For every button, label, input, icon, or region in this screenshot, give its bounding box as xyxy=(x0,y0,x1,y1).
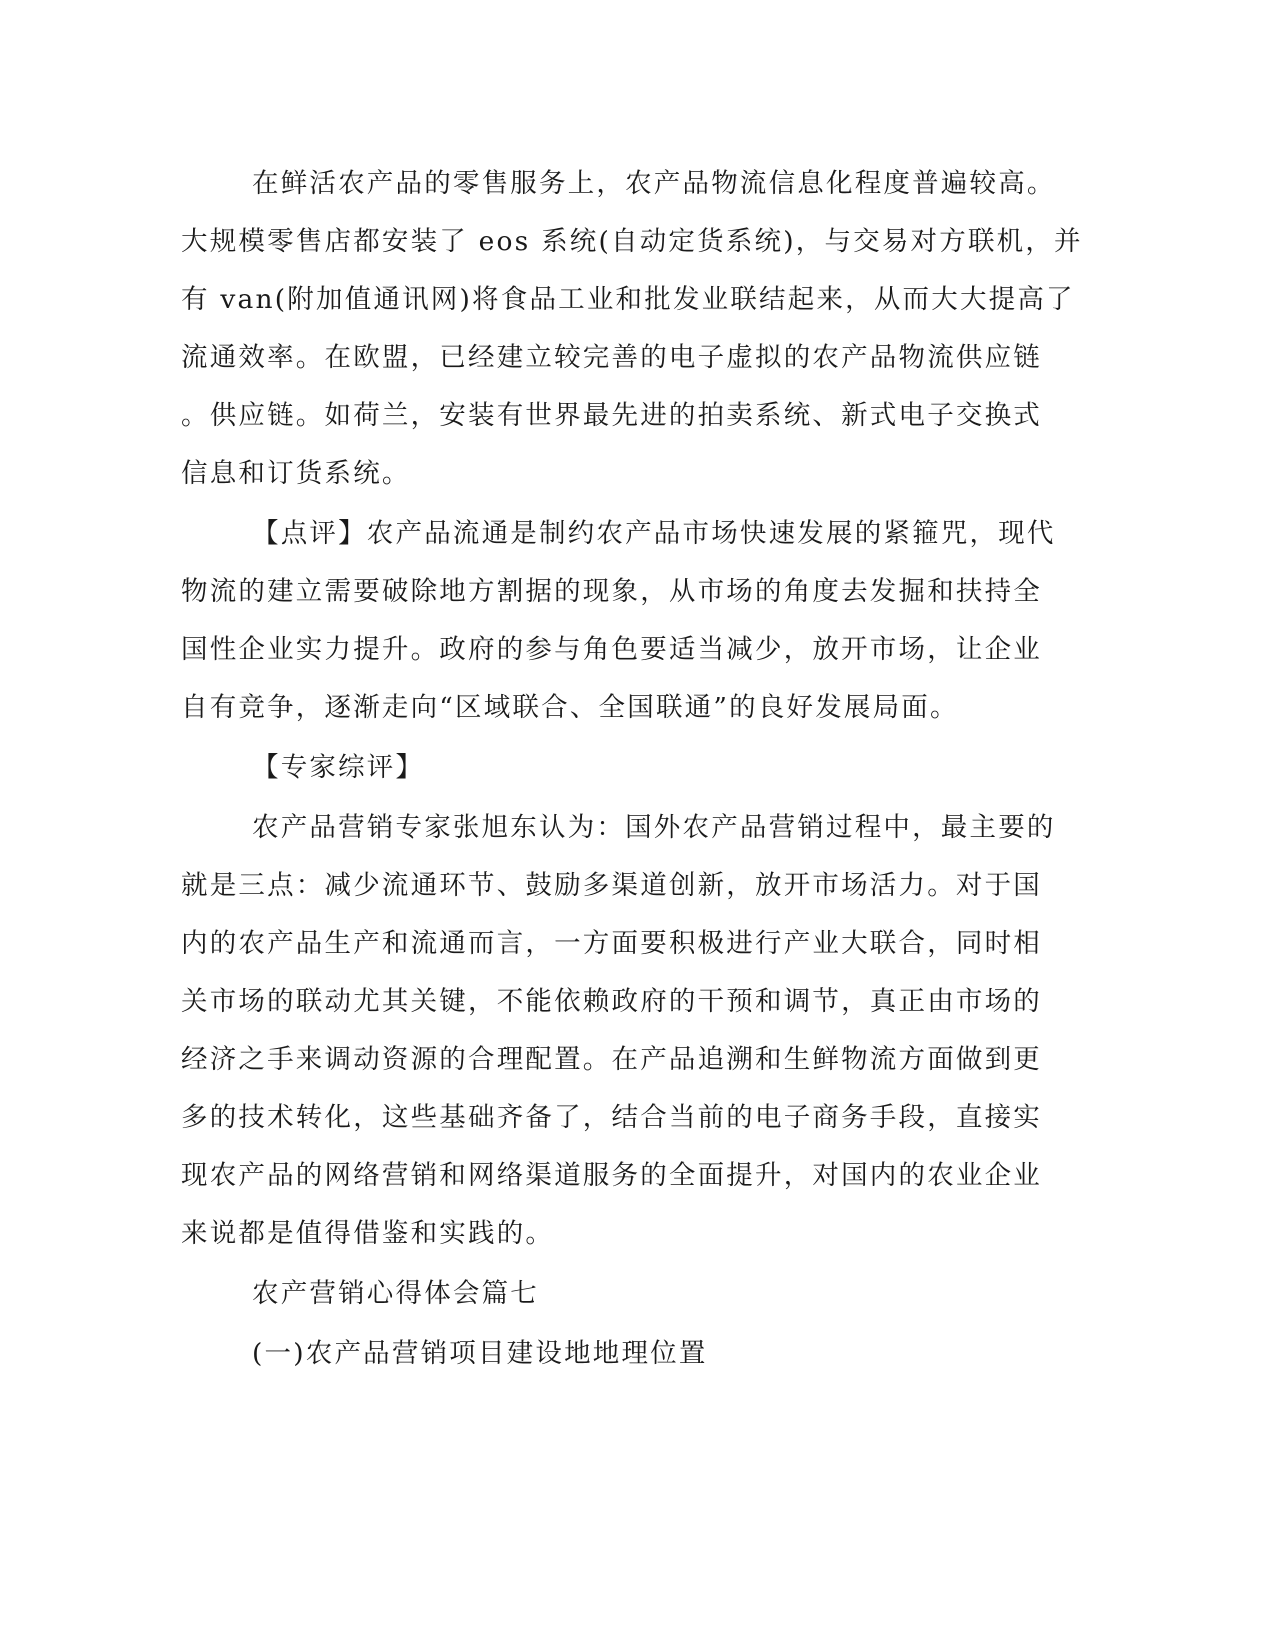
paragraph-retail-line-6: 信息和订货系统。 xyxy=(181,458,411,489)
paragraph-retail-line-2: 大规模零售店都安装了 eos 系统(自动定货系统)，与交易对方联机，并 xyxy=(181,226,1083,257)
section-title: 农产营销心得体会篇七 xyxy=(252,1278,539,1309)
paragraph-expert-line-1: 农产品营销专家张旭东认为：国外农产品营销过程中，最主要的 xyxy=(252,812,1056,843)
paragraph-expert-line-2: 就是三点：减少流通环节、鼓励多渠道创新，放开市场活力。对于国 xyxy=(181,870,1042,901)
paragraph-retail-line-5: 。供应链。如荷兰，安装有世界最先进的拍卖系统、新式电子交换式 xyxy=(181,400,1042,431)
paragraph-expert-line-6: 多的技术转化，这些基础齐备了，结合当前的电子商务手段，直接实 xyxy=(181,1102,1042,1133)
paragraph-expert-line-4: 关市场的联动尤其关键，不能依赖政府的干预和调节，真正由市场的 xyxy=(181,986,1042,1017)
paragraph-comment-line-2: 物流的建立需要破除地方割据的现象，从市场的角度去发掘和扶持全 xyxy=(181,576,1042,607)
paragraph-expert-line-3: 内的农产品生产和流通而言，一方面要积极进行产业大联合，同时相 xyxy=(181,928,1042,959)
expert-review-heading: 【专家综评】 xyxy=(252,752,425,783)
paragraph-retail-line-3: 有 van(附加值通讯网)将食品工业和批发业联结起来，从而大大提高了 xyxy=(181,284,1075,315)
paragraph-expert-line-8: 来说都是值得借鉴和实践的。 xyxy=(181,1218,555,1249)
paragraph-expert-line-5: 经济之手来调动资源的合理配置。在产品追溯和生鲜物流方面做到更 xyxy=(181,1044,1042,1075)
subsection-title: (一)农产品营销项目建设地地理位置 xyxy=(252,1338,708,1369)
paragraph-retail-line-4: 流通效率。在欧盟，已经建立较完善的电子虚拟的农产品物流供应链 xyxy=(181,342,1042,373)
paragraph-comment-line-1: 【点评】农产品流通是制约农产品市场快速发展的紧箍咒，现代 xyxy=(252,518,1056,549)
paragraph-comment-line-3: 国性企业实力提升。政府的参与角色要适当减少，放开市场，让企业 xyxy=(181,634,1042,665)
paragraph-comment-line-4: 自有竞争，逐渐走向“区域联合、全国联通”的良好发展局面。 xyxy=(181,692,959,723)
paragraph-retail-line-1: 在鲜活农产品的零售服务上，农产品物流信息化程度普遍较高。 xyxy=(252,168,1056,199)
paragraph-expert-line-7: 现农产品的网络营销和网络渠道服务的全面提升，对国内的农业企业 xyxy=(181,1160,1042,1191)
